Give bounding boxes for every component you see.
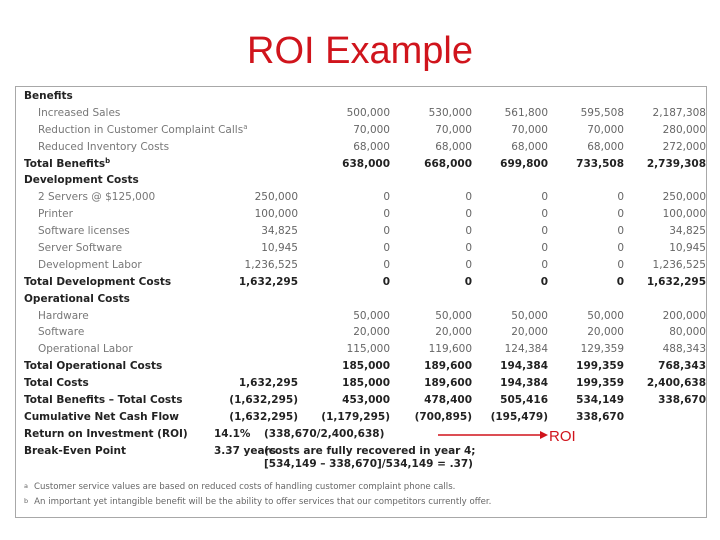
cell-year-0: 1,632,295: [238, 275, 298, 288]
row-label: [24, 274, 171, 291]
row-label: [24, 409, 179, 426]
footnote-text: Customer service values are based on reduced costs of handling customer complaint phone calls.: [33, 482, 456, 492]
cell-year-3: 70,000: [511, 123, 548, 136]
cell-year-1: 185,000: [342, 360, 390, 373]
benefit-row: [24, 139, 708, 156]
cell-year-5: 80,000: [669, 326, 706, 339]
cell-year-0: 10,945: [261, 242, 298, 255]
row-label-text: 2 Servers @ $125,000: [38, 191, 156, 204]
row-label: [24, 392, 182, 409]
row-label-text: Software: [38, 326, 85, 339]
section-header-operational: [24, 291, 708, 308]
footnote-marker: a: [243, 122, 248, 131]
cell-year-2: 0: [465, 208, 472, 221]
cell-year-2: 50,000: [435, 309, 472, 322]
cell-year-2: 189,600: [424, 377, 472, 390]
operational-cost-row: [24, 341, 708, 358]
cell-year-3: 68,000: [511, 140, 548, 153]
row-label: [38, 341, 133, 358]
break-even-label: Break-Even Point: [24, 444, 127, 457]
slide-title: ROI Example: [247, 30, 473, 72]
footnote-marker: b: [24, 497, 29, 505]
cell-year-3: 699,800: [500, 157, 548, 170]
cell-year-5: 2,400,638: [646, 377, 706, 390]
row-label-text: Cumulative Net Cash Flow: [24, 410, 179, 423]
cell-year-2: 68,000: [435, 140, 472, 153]
break-even-row: [24, 443, 708, 473]
cell-year-5: 250,000: [662, 191, 706, 204]
row-label: [38, 139, 169, 156]
cell-year-1: 185,000: [342, 377, 390, 390]
cell-year-1: 115,000: [346, 343, 390, 356]
cell-year-2: 0: [465, 225, 472, 238]
row-label: [38, 223, 130, 240]
cell-year-3: 0: [541, 242, 548, 255]
cell-year-5: 100,000: [662, 208, 706, 221]
roi-formula: (338,670/2,400,638): [264, 427, 385, 440]
cell-year-3: 194,384: [500, 377, 548, 390]
cell-year-4: 733,508: [576, 157, 624, 170]
cell-year-5: 34,825: [669, 225, 706, 238]
cell-year-1: 70,000: [353, 123, 390, 136]
benefit-row: [24, 105, 708, 122]
cell-year-0: (1,632,295): [229, 394, 298, 407]
cell-year-1: 0: [383, 191, 390, 204]
cell-year-3: 0: [541, 191, 548, 204]
cell-year-5: 338,670: [658, 394, 706, 407]
cell-year-1: 453,000: [342, 394, 390, 407]
row-label-text: Total Costs: [24, 377, 89, 390]
cell-year-4: 534,149: [576, 394, 624, 407]
cell-year-4: 0: [617, 208, 624, 221]
footnote-text: An important yet intangible benefit will be the ability to offer services that our competitors currently offer.: [34, 497, 492, 507]
footnote-b: [24, 497, 491, 507]
cell-year-4: 199,359: [576, 360, 624, 373]
cell-year-4: 0: [617, 191, 624, 204]
cell-year-0: 34,825: [261, 225, 298, 238]
row-label-text: Total Benefits – Total Costs: [24, 394, 183, 407]
break-even-note-line2: [534,149 – 338,670]/534,149 = .37): [264, 457, 473, 470]
section-label: Benefits: [24, 90, 73, 102]
cell-year-2: 530,000: [428, 106, 472, 119]
row-label-text: Software licenses: [38, 225, 130, 238]
row-label: [24, 156, 110, 173]
footnote-a: [24, 482, 455, 492]
cell-year-4: 129,359: [580, 343, 624, 356]
row-label: [38, 257, 142, 274]
cell-year-1: 20,000: [353, 326, 390, 339]
row-label-text: Operational Labor: [38, 343, 133, 356]
cell-year-4: 0: [616, 275, 624, 288]
cell-year-5: 2,739,308: [646, 157, 706, 170]
cell-year-1: 0: [382, 275, 390, 288]
cell-year-3: 194,384: [500, 360, 548, 373]
section-header-development: [24, 172, 708, 189]
roi-callout: ROI: [549, 428, 576, 445]
cell-year-4: 0: [617, 242, 624, 255]
footnote-marker: b: [105, 156, 111, 165]
cell-year-1: 0: [383, 208, 390, 221]
cell-year-3: 0: [541, 225, 548, 238]
cell-year-1: 0: [383, 225, 390, 238]
cell-year-1: 638,000: [342, 157, 390, 170]
roi-percent: 14.1%: [214, 427, 251, 440]
row-label: [38, 122, 247, 139]
cell-year-2: 0: [465, 191, 472, 204]
development-cost-row: [24, 223, 708, 240]
operational-cost-row: [24, 324, 708, 341]
cell-year-3: 0: [540, 275, 548, 288]
development-cost-row: [24, 189, 708, 206]
cell-year-2: 0: [465, 242, 472, 255]
cell-year-3: 124,384: [504, 343, 548, 356]
cell-year-0: 1,632,295: [238, 377, 298, 390]
cell-year-1: 68,000: [353, 140, 390, 153]
cell-year-3: 0: [541, 208, 548, 221]
development-cost-row: [24, 206, 708, 223]
cell-year-4: 20,000: [587, 326, 624, 339]
benefits-rows: [24, 105, 708, 156]
cell-year-3: (195,479): [490, 410, 548, 423]
roi-arrow-icon: [438, 430, 548, 440]
row-label-text: Reduced Inventory Costs: [38, 140, 170, 153]
cell-year-3: 505,416: [500, 394, 548, 407]
section-label: Operational Costs: [24, 292, 130, 305]
cell-year-5: 2,187,308: [652, 106, 706, 119]
cell-year-1: 50,000: [353, 309, 390, 322]
row-label-text: Hardware: [38, 309, 89, 322]
row-label-text: Total Benefits: [24, 157, 106, 170]
cell-year-5: 280,000: [662, 123, 706, 136]
cell-year-2: 478,400: [424, 394, 472, 407]
cell-year-1: 500,000: [346, 106, 390, 119]
row-label: [38, 206, 73, 223]
development-cost-row: [24, 257, 708, 274]
cell-year-5: 1,236,525: [652, 258, 706, 271]
cell-year-4: 68,000: [587, 140, 624, 153]
cell-year-5: 272,000: [662, 140, 706, 153]
cell-year-2: 20,000: [435, 326, 472, 339]
row-label: [38, 189, 155, 206]
cell-year-1: 0: [383, 242, 390, 255]
cell-year-2: 70,000: [435, 123, 472, 136]
footnote-marker: a: [24, 482, 28, 490]
total-costs-row: [24, 375, 708, 392]
row-label: [38, 240, 122, 257]
cell-year-5: 1,632,295: [646, 275, 706, 288]
cell-year-0: 100,000: [254, 208, 298, 221]
row-label: [38, 324, 84, 341]
row-label-text: Increased Sales: [38, 106, 121, 119]
break-even-years: 3.37 years: [214, 444, 277, 457]
total-development-row: [24, 274, 708, 291]
cumulative-cash-flow-row: [24, 409, 708, 426]
row-label: [38, 105, 120, 122]
row-label-text: Printer: [38, 208, 73, 221]
cell-year-2: 0: [464, 275, 472, 288]
section-label: Development Costs: [24, 174, 139, 187]
row-label-text: Reduction in Customer Complaint Calls: [38, 123, 244, 136]
cell-year-3: 20,000: [511, 326, 548, 339]
cell-year-3: 50,000: [511, 309, 548, 322]
benefits-minus-costs-row: [24, 392, 708, 409]
row-label: [38, 308, 89, 325]
total-benefits-row: [24, 156, 708, 173]
row-label: [24, 375, 89, 392]
cell-year-4: 199,359: [576, 377, 624, 390]
cell-year-4: 0: [617, 225, 624, 238]
cell-year-1: 0: [383, 258, 390, 271]
roi-row: [24, 426, 708, 443]
row-label-text: Development Labor: [38, 258, 142, 271]
cell-year-3: 561,800: [504, 106, 548, 119]
cell-year-2: 0: [465, 258, 472, 271]
cell-year-5: 200,000: [662, 309, 706, 322]
development-rows: [24, 189, 708, 273]
operational-rows: [24, 308, 708, 359]
cell-year-0: 250,000: [254, 191, 298, 204]
roi-label: Return on Investment (ROI): [24, 427, 188, 440]
total-operational-row: [24, 358, 708, 375]
cell-year-2: 119,600: [428, 343, 472, 356]
cell-year-4: 595,508: [580, 106, 624, 119]
cell-year-4: 70,000: [587, 123, 624, 136]
cell-year-4: 338,670: [576, 410, 624, 423]
cell-year-5: 768,343: [658, 360, 706, 373]
section-header-benefits: [24, 88, 708, 105]
cell-year-5: 488,343: [662, 343, 706, 356]
operational-cost-row: [24, 308, 708, 325]
cell-year-4: 50,000: [587, 309, 624, 322]
break-even-note-line1: (costs are fully recovered in year 4;: [264, 444, 476, 457]
row-label-text: Total Development Costs: [24, 275, 172, 288]
cell-year-3: 0: [541, 258, 548, 271]
cell-year-4: 0: [617, 258, 624, 271]
row-label: [24, 358, 162, 375]
cell-year-0: (1,632,295): [229, 410, 298, 423]
cell-year-2: (700,895): [414, 410, 472, 423]
row-label-text: Total Operational Costs: [24, 360, 163, 373]
roi-table: [24, 88, 708, 473]
development-cost-row: [24, 240, 708, 257]
cell-year-2: 189,600: [424, 360, 472, 373]
cell-year-2: 668,000: [424, 157, 472, 170]
row-label-text: Server Software: [38, 242, 123, 255]
benefit-row: [24, 122, 708, 139]
cell-year-5: 10,945: [669, 242, 706, 255]
cell-year-0: 1,236,525: [244, 258, 298, 271]
cell-year-1: (1,179,295): [321, 410, 390, 423]
